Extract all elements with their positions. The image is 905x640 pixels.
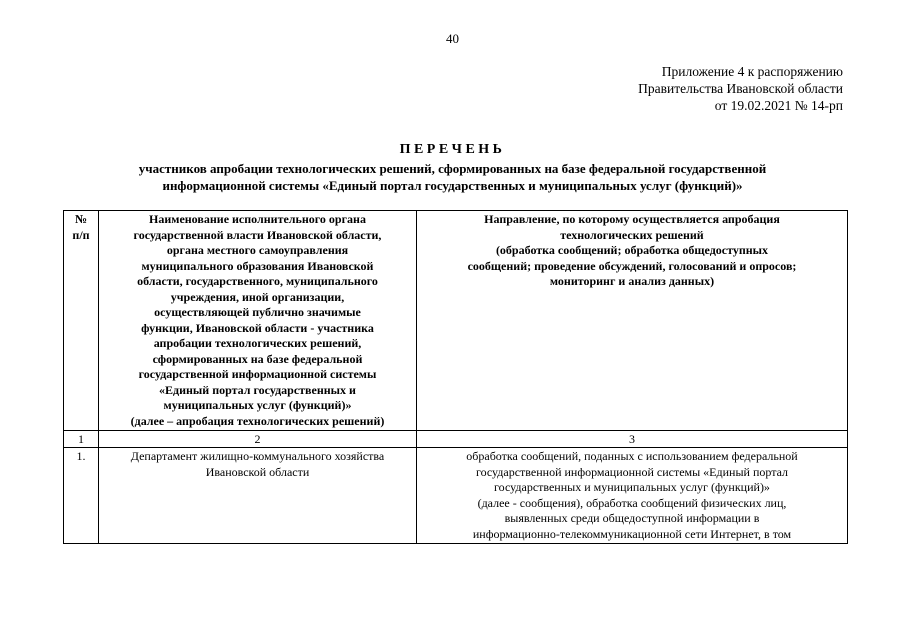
table-row (64, 448, 848, 544)
document-title: ПЕРЕЧЕНЬ (399, 142, 506, 157)
subtitle-line: участников апробации технологических решений, сформированных на базе федеральной государственной (138, 161, 767, 176)
row-organization: Департамент жилищно-коммунального хозяйства Ивановской области (99, 448, 417, 544)
header-number: № п/п (64, 211, 99, 431)
column-number-row (64, 431, 848, 448)
column-number: 1 (64, 431, 99, 448)
header-direction: Направление, по которому осуществляется апробация технологических решений (обработка сообщений; обработка общедоступных сообщений; проведение обсуждений, голосований и опросов; мониторинг и анализ данных) (417, 211, 848, 431)
participants-table (63, 210, 848, 544)
appendix-reference (638, 63, 843, 114)
table-header-row (64, 211, 848, 431)
appendix-line: Правительства Ивановской области (638, 81, 843, 96)
appendix-line: Приложение 4 к распоряжению (661, 64, 843, 79)
page-number: 40 (446, 31, 459, 46)
row-direction: обработка сообщений, поданных с использованием федеральной государственной информационной системы «Единый портал государственных и муниципальных услуг (функций)» (далее - сообщения), обработка сообщений физических лиц, выявленных среди общедоступной информации в информационно-телекоммуникационной сети Интернет, в том (417, 448, 848, 544)
document-subtitle (0, 160, 905, 194)
row-number: 1. (64, 448, 99, 544)
subtitle-line: информационной системы «Единый портал государственных и муниципальных услуг (функций)» (162, 178, 743, 193)
column-number: 2 (99, 431, 417, 448)
header-organization: Наименование исполнительного органа государственной власти Ивановской области, органа местного самоуправления муниципального образования Ивановской области, государственного, муниципального учреждения, иной организации, осуществляющей публично значимые функции, Ивановской области - участника апробации технологических решений, сформированных на базе федеральной государственной информационной системы «Единый портал государственных и муниципальных услуг (функций)» (далее – апробация технологических решений) (99, 211, 417, 431)
appendix-line: от 19.02.2021 № 14-рп (714, 98, 843, 113)
column-number: 3 (417, 431, 848, 448)
